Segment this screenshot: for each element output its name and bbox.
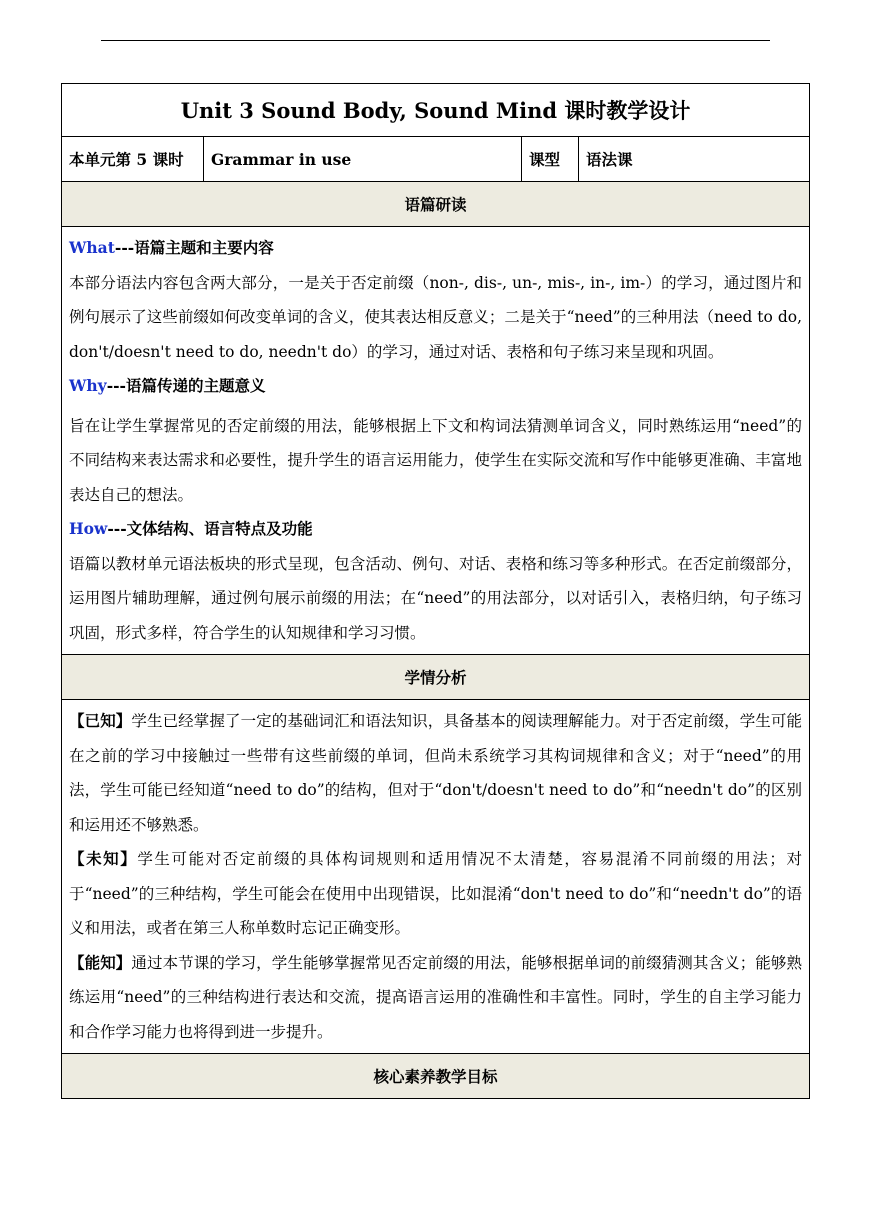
text-study-content bbox=[62, 227, 810, 655]
why-paragraph: 旨在让学生掌握常见的否定前缀的用法，能够根据上下文和构词法猜测单词含义，同时熟练运用“need”的不同结构来表达需求和必要性，提升学生的语言运用能力，使学生在实际交流和写作中能够更准确、丰富地表达自己的想法。 bbox=[69, 416, 803, 504]
what-heading: What---语篇主题和主要内容 bbox=[69, 238, 274, 257]
unknown-paragraph: 【未知】学生可能对否定前缀的具体构词规则和适用情况不太清楚，容易混淆不同前缀的用法；对于“need”的三种结构，学生可能会在使用中出现错误，比如混淆“don't need to do”和“needn't do”的语义和用法，或者在第三人称单数时忘记正确变形。 bbox=[69, 849, 803, 937]
how-paragraph: 语篇以教材单元语法板块的形式呈现，包含活动、例句、对话、表格和练习等多种形式。在否定前缀部分，运用图片辅助理解，通过例句展示前缀的用法；在“need”的用法部分，以对话引入，表格归纳，句子练习巩固，形式多样，符合学生的认知规律和学习习惯。 bbox=[69, 554, 803, 642]
known-paragraph: 【已知】学生已经掌握了一定的基础词汇和语法知识，具备基本的阅读理解能力。对于否定前缀，学生可能在之前的学习中接触过一些带有这些前缀的单词，但尚未系统学习其构词规律和含义；对于“need”的用法，学生可能已经知道“need to do”的结构，但对于“don't/doesn't need to do”和“needn't do”的区别和运用还不够熟悉。 bbox=[69, 711, 803, 834]
what-paragraph: 本部分语法内容包含两大部分，一是关于否定前缀（non-, dis-, un-, mis-, in-, im-）的学习，通过图片和例句展示了这些前缀如何改变单词的含义，使其表达相反意义；二是关于“need”的三种用法（need to do, don't/doesn't need to do, needn't do）的学习，通过对话、表格和句子练习来呈现和巩固。 bbox=[69, 273, 803, 361]
lesson-value: Grammar in use bbox=[204, 137, 522, 182]
lesson-label: 本单元第 5 课时 bbox=[62, 137, 204, 182]
section-heading-core-goals: 核心素养教学目标 bbox=[62, 1054, 810, 1099]
student-analysis-content bbox=[62, 700, 810, 1054]
header-rule bbox=[101, 40, 770, 41]
document-title: Unit 3 Sound Body, Sound Mind 课时教学设计 bbox=[62, 84, 810, 137]
able-paragraph: 【能知】通过本节课的学习，学生能够掌握常见否定前缀的用法，能够根据单词的前缀猜测其含义；能够熟练运用“need”的三种结构进行表达和交流，提高语言运用的准确性和丰富性。同时，学生的自主学习能力和合作学习能力也将得到进一步提升。 bbox=[69, 952, 803, 1041]
how-heading: How---文体结构、语言特点及功能 bbox=[69, 519, 313, 538]
type-label: 课型 bbox=[522, 137, 579, 182]
why-heading: Why---语篇传递的主题意义 bbox=[69, 376, 266, 395]
type-value: 语法课 bbox=[579, 137, 810, 182]
lesson-design-table bbox=[61, 83, 810, 1099]
section-heading-student-analysis: 学情分析 bbox=[62, 655, 810, 700]
section-heading-text-study: 语篇研读 bbox=[62, 182, 810, 227]
